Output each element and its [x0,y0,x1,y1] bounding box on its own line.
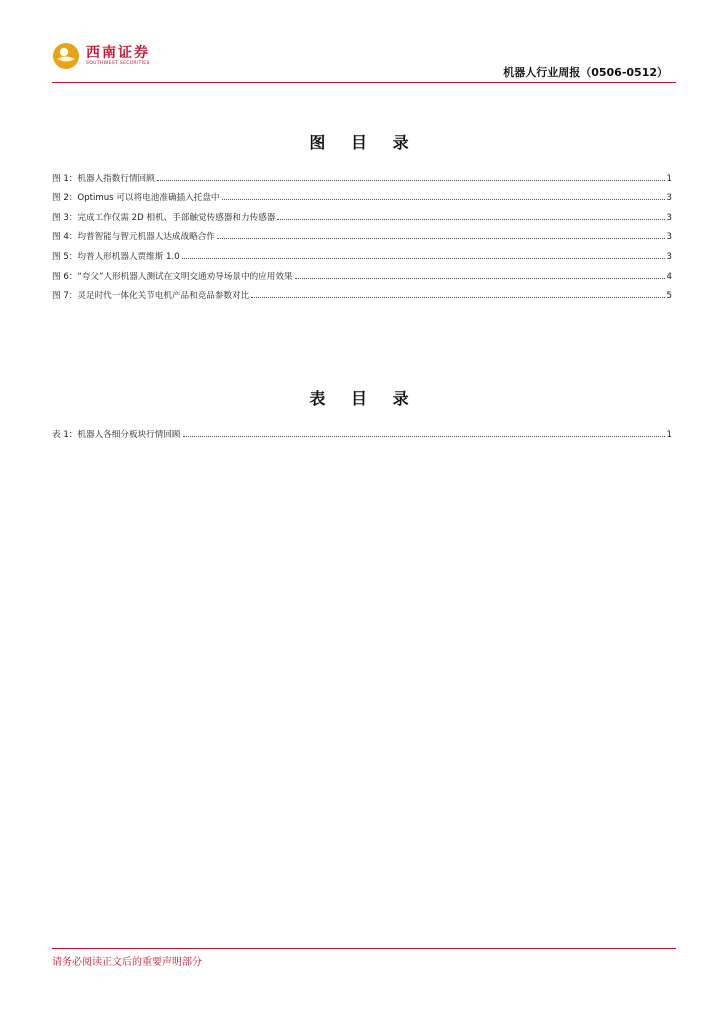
footer-divider [52,948,676,949]
footer-disclaimer: 请务必阅读正文后的重要声明部分 [52,957,202,968]
toc-entry[interactable] [52,242,672,262]
brand-logo [52,42,150,70]
toc-entry-label: 图 4：均普智能与智元机器人达成战略合作 [52,232,215,243]
toc-entry-page: 5 [666,291,672,302]
table-index-title: 表 目 录 [309,389,419,408]
dot-leader [183,436,665,437]
dot-leader [251,297,664,298]
table-index-list [52,420,672,440]
logo-name-en: SOUTHWEST SECURITIES [86,61,150,66]
toc-entry[interactable] [52,203,672,223]
toc-entry-label: 表 1：机器人各细分板块行情回顾 [52,429,181,440]
toc-entry-page: 4 [666,271,672,282]
toc-entry-page: 3 [666,193,672,204]
dot-leader [157,180,665,181]
dot-leader [182,258,665,259]
toc-entry-label: 图 3：完成工作仅需 2D 相机、手部触觉传感器和力传感器 [52,212,276,223]
toc-entry-label: 图 6：“夸父”人形机器人测试在文明交通劝导场景中的应用效果 [52,271,293,282]
report-title: 机器人行业周报（0506-0512） [503,66,668,79]
page-header [52,40,676,82]
figure-index-list [52,164,672,301]
toc-entry[interactable] [52,184,672,204]
logo-name-cn: 西南证券 [86,45,150,61]
toc-entry-page: 1 [666,173,672,184]
toc-entry-page: 3 [666,212,672,223]
toc-entry-page: 3 [666,251,672,262]
toc-entry[interactable] [52,282,672,302]
toc-entry[interactable] [52,164,672,184]
toc-entry-page: 1 [666,429,672,440]
toc-entry-label: 图 2：Optimus 可以将电池准确插入托盘中 [52,193,220,204]
dot-leader [277,219,664,220]
toc-entry-page: 3 [666,232,672,243]
toc-entry[interactable] [52,223,672,243]
dot-leader [295,278,665,279]
logo-emblem-icon [52,42,80,70]
dot-leader [222,199,665,200]
toc-entry[interactable] [52,420,672,440]
dot-leader [217,238,665,239]
toc-entry-label: 图 7：灵足时代一体化关节电机产品和竞品参数对比 [52,291,250,302]
header-divider [52,82,676,83]
toc-entry-label: 图 1：机器人指数行情回顾 [52,173,155,184]
figure-index-title: 图 目 录 [309,133,419,152]
toc-entry-label: 图 5：均普人形机器人贾维斯 1.0 [52,251,180,262]
toc-entry[interactable] [52,262,672,282]
